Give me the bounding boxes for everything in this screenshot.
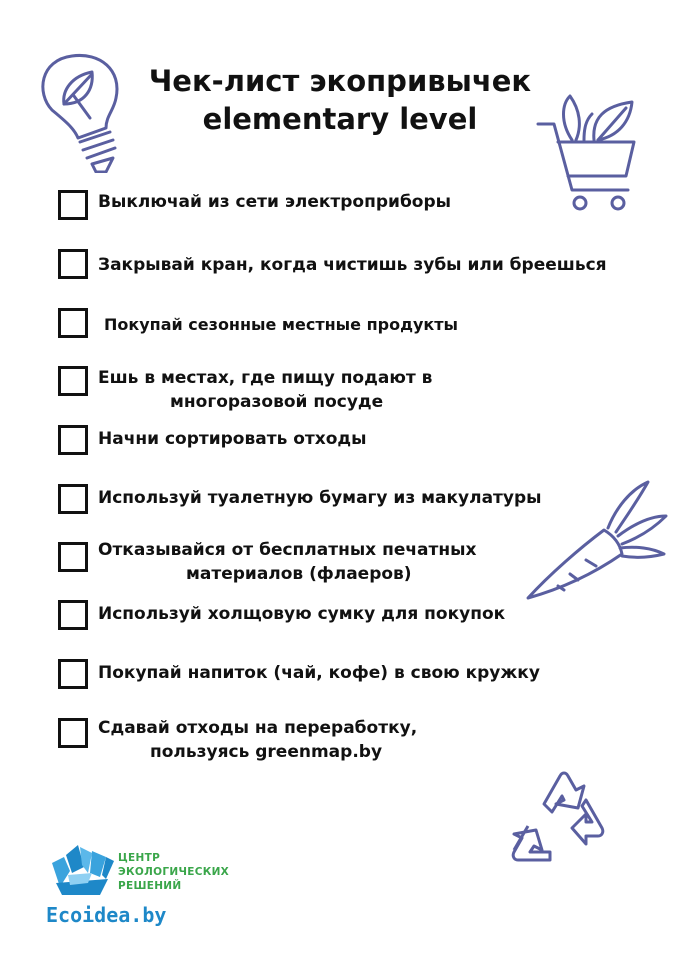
page-title <box>130 62 550 138</box>
carrot-icon <box>520 478 670 608</box>
item-text-line-2: пользуясь greenmap.by <box>150 742 383 762</box>
item-text-line-1: Ешь в местах, где пищу подают в <box>98 368 433 388</box>
checklist-item-label <box>98 538 476 586</box>
ecoidea-logo[interactable] <box>46 843 256 933</box>
item-text-line-1: Используй туалетную бумагу из макулатуры <box>98 488 542 508</box>
item-text-line-1: Отказывайся от бесплатных печатных <box>98 540 477 560</box>
logo-line-1: ЦЕНТР <box>118 852 161 864</box>
checkbox[interactable] <box>58 484 88 514</box>
lightbulb-icon <box>34 48 144 173</box>
item-text-line-1: Начни сортировать отходы <box>98 429 367 449</box>
checklist-item-label <box>98 716 417 764</box>
recycle-icon <box>506 764 622 872</box>
checkbox[interactable] <box>58 425 88 455</box>
item-text-line-1: Покупай сезонные местные продукты <box>104 315 459 334</box>
checklist-item-label <box>98 602 505 626</box>
item-text-line-1: Выключай из сети электроприборы <box>98 192 452 212</box>
logo-line-3: РЕШЕНИЙ <box>118 880 182 892</box>
item-text-line-2: материалов (флаеров) <box>186 564 412 584</box>
boat-logo-icon <box>48 843 114 895</box>
checklist-item-label <box>98 366 432 414</box>
item-text-line-1: Покупай напиток (чай, кофе) в свою кружку <box>98 663 540 683</box>
item-text-line-1: Используй холщовую сумку для покупок <box>98 604 506 624</box>
logo-domain[interactable]: Ecoidea.by <box>46 903 167 927</box>
logo-line-2: ЭКОЛОГИЧЕСКИХ <box>118 866 230 878</box>
checklist-item-label <box>98 253 607 277</box>
checkbox[interactable] <box>58 249 88 279</box>
checklist-item-label <box>98 661 540 685</box>
logo-text <box>118 851 229 893</box>
checklist-item-label <box>98 190 451 214</box>
item-text-line-1: Закрывай кран, когда чистишь зубы или бреешься <box>98 255 607 275</box>
title-line-1: Чек-лист экопривычек <box>148 64 532 98</box>
checkbox[interactable] <box>58 366 88 396</box>
checklist-item-label <box>98 486 542 510</box>
checklist-item-label <box>98 427 367 451</box>
item-text-line-1: Сдавай отходы на переработку, <box>98 718 418 738</box>
checkbox[interactable] <box>58 659 88 689</box>
title-line-2: elementary level <box>202 102 478 136</box>
checklist-item-label <box>104 313 458 337</box>
checkbox[interactable] <box>58 308 88 338</box>
checkbox[interactable] <box>58 542 88 572</box>
checkbox[interactable] <box>58 718 88 748</box>
item-text-line-2: многоразовой посуде <box>170 392 384 412</box>
checkbox[interactable] <box>58 190 88 220</box>
checkbox[interactable] <box>58 600 88 630</box>
